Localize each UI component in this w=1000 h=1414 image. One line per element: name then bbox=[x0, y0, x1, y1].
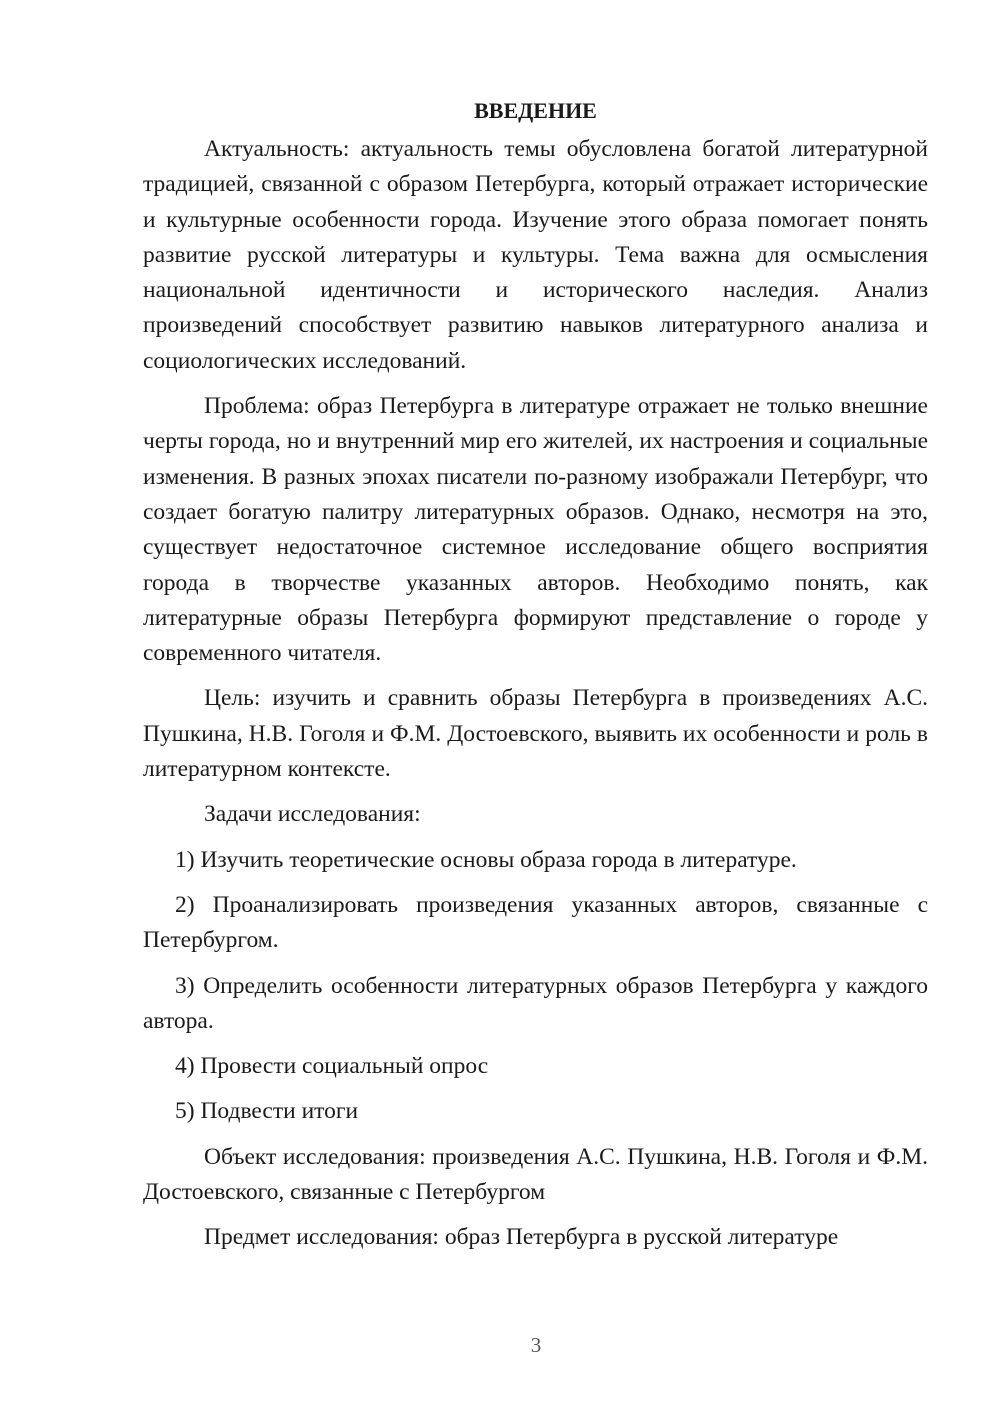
page-number: 3 bbox=[530, 1333, 542, 1357]
goal-paragraph: Цель: изучить и сравнить образы Петербурга в произведениях А.С. Пушкина, Н.В. Гоголя и Ф.М. Достоевского, выявить их особенности и роль в литературном контексте. bbox=[143, 685, 928, 783]
problem-paragraph: Проблема: образ Петербурга в литературе отражает не только внешние черты города, но и внутренний мир его жителей, их настроения и социальные изменения. В разных эпохах писатели по-разному изображали Петербург, что создает богатую палитру литературных образов. Однако, несмотря на это, существует недостаточное системное исследование общего восприятия города в творчестве указанных авторов. Необходимо понять, как литературные образы Петербурга формируют представление о городе у современного читателя. bbox=[143, 393, 928, 667]
object-paragraph: Объект исследования: произведения А.С. Пушкина, Н.В. Гоголя и Ф.М. Достоевского, связанные с Петербургом bbox=[143, 1143, 928, 1206]
tasks-heading: Задачи исследования: bbox=[204, 801, 421, 828]
section-title: ВВЕДЕНИЕ bbox=[474, 98, 597, 123]
task-item-3: 3) Определить особенности литературных образов Петербурга у каждого автора. bbox=[143, 972, 928, 1034]
page-content bbox=[143, 96, 928, 1256]
task-item-2: 2) Проанализировать произведения указанных авторов, связанные с Петербургом. bbox=[143, 891, 928, 954]
task-item-4: 4) Провести социальный опрос bbox=[175, 1053, 489, 1080]
relevance-paragraph: Актуальность: актуальность темы обусловлена богатой литературной традицией, связанной с образом Петербурга, который отражает исторические и культурные особенности города. Изучение этого образа помогает понять развитие русской литературы и культуры. Тема важна для осмысления национальной идентичности и исторического наследия. Анализ произведений способствует развитию навыков литературного анализа и социологических исследований. bbox=[143, 136, 928, 374]
task-item-5: 5) Подвести итоги bbox=[175, 1098, 359, 1125]
task-item-1: 1) Изучить теоретические основы образа города в литературе. bbox=[175, 846, 797, 873]
subject-paragraph: Предмет исследования: образ Петербурга в русской литературе bbox=[204, 1224, 839, 1251]
